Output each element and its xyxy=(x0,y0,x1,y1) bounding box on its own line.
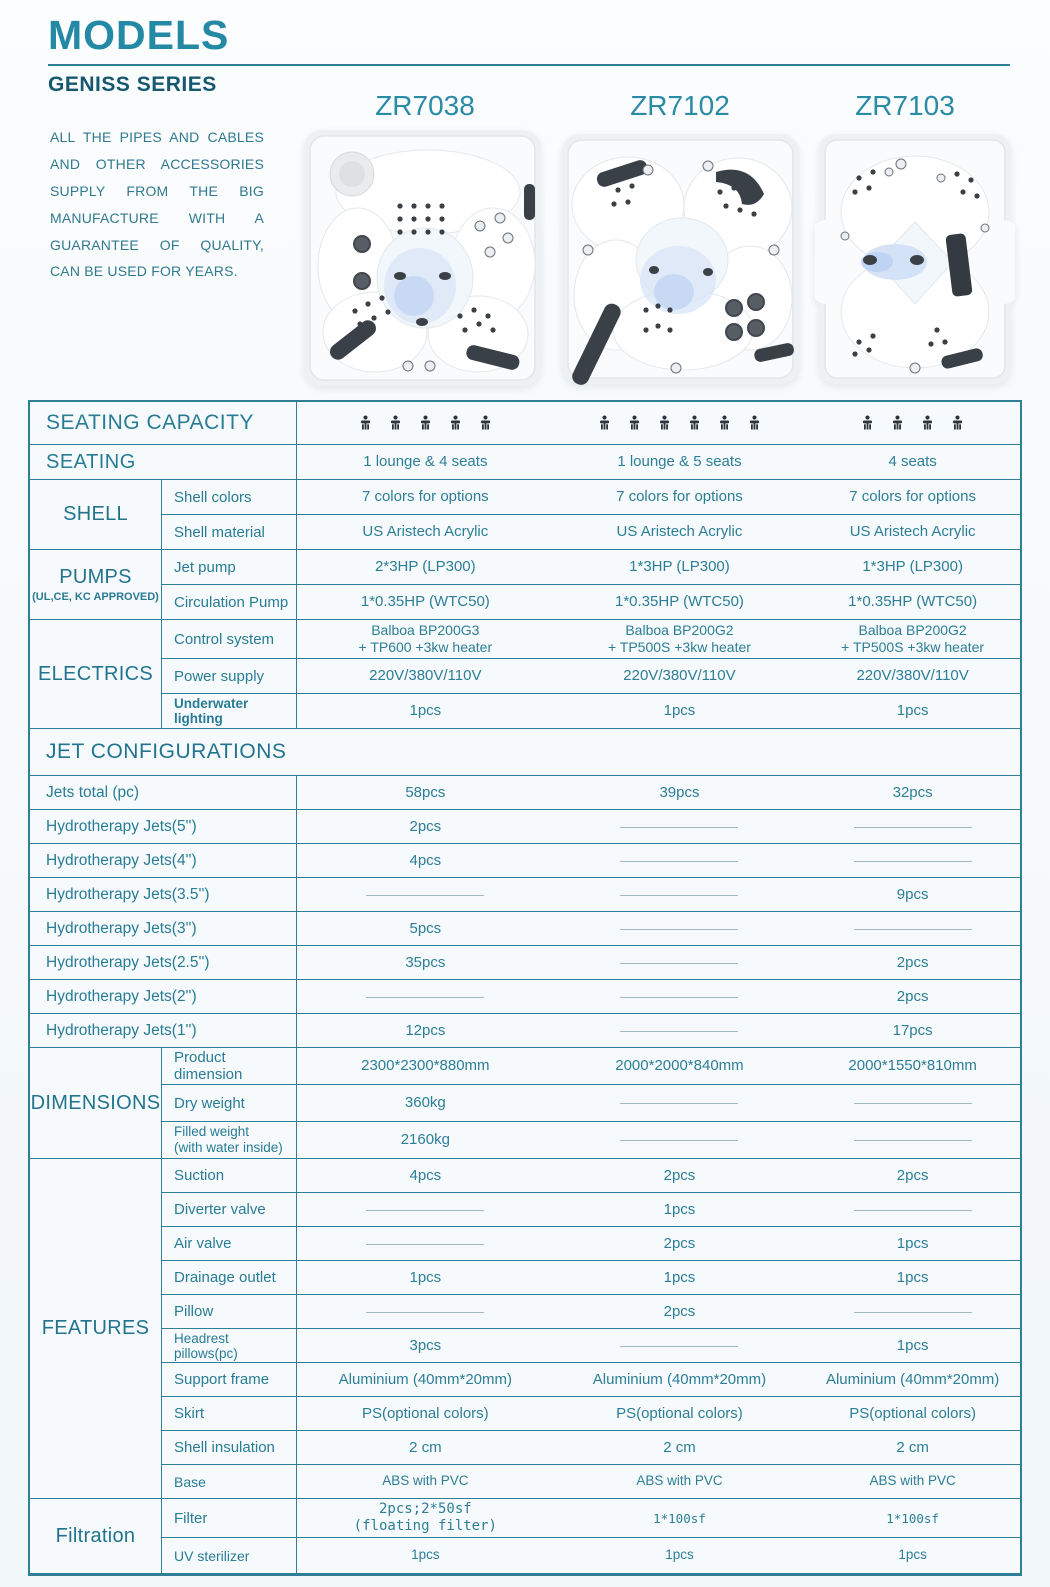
cell-value xyxy=(805,1122,1020,1158)
table-section-jet-configurations xyxy=(30,728,1020,775)
cell-value: 7 colors for options xyxy=(849,488,976,505)
empty-dash xyxy=(620,962,738,964)
cell-value: 1pcs xyxy=(898,1547,927,1563)
empty-dash xyxy=(366,1209,484,1211)
table-row xyxy=(162,1048,1020,1084)
cell-value: 1pcs xyxy=(409,702,442,719)
spa-image xyxy=(300,126,545,390)
group-title: PUMPS xyxy=(59,566,132,588)
table-section-pumps xyxy=(30,549,1020,619)
row-label: Filter xyxy=(162,1499,297,1537)
model-values xyxy=(297,402,1020,444)
row-label: Control system xyxy=(162,620,297,658)
empty-dash xyxy=(620,1345,738,1347)
value-line: Balboa BP200G3 xyxy=(371,622,480,639)
table-row xyxy=(162,584,1020,619)
cell-value: 17pcs xyxy=(892,1021,933,1039)
cell-value: ABS with PVC xyxy=(869,1473,956,1489)
cell-value: 2160kg xyxy=(400,1131,450,1148)
cell-value: 2pcs xyxy=(663,1234,696,1252)
table-section-hydrotherapy-jets-4- xyxy=(30,843,1020,877)
group-title: SHELL xyxy=(63,503,128,525)
cell-value: 220V/380V/110V xyxy=(623,667,736,684)
model-values xyxy=(297,1329,1020,1362)
model-values xyxy=(297,878,1020,911)
model-values xyxy=(297,1159,1020,1192)
label-line: (with water inside) xyxy=(174,1140,283,1155)
title-rule xyxy=(48,64,1010,66)
cell-value: 1pcs xyxy=(665,1547,694,1563)
row-label: Shell colors xyxy=(162,480,297,514)
cell-value: 1 lounge & 4 seats xyxy=(363,453,488,470)
table-section-hydrotherapy-jets-2- xyxy=(30,979,1020,1013)
spa-image xyxy=(815,130,1015,388)
cell-value: 1pcs xyxy=(896,1234,929,1252)
empty-dash xyxy=(854,928,972,930)
group-subtitle: (UL,CE, KC APPROVED) xyxy=(32,591,159,603)
empty-dash xyxy=(620,1139,738,1141)
cell-value xyxy=(554,1085,806,1121)
group-label-filtration xyxy=(30,1499,162,1573)
table-section-hydrotherapy-jets-5- xyxy=(30,809,1020,843)
table-section-jets-total-pc- xyxy=(30,775,1020,809)
group-rows xyxy=(162,1159,1020,1498)
group-rows xyxy=(162,480,1020,549)
cell-value xyxy=(554,878,806,911)
group-label-features xyxy=(30,1159,162,1498)
seat-icons xyxy=(359,415,492,431)
cell-value xyxy=(554,980,806,1013)
person-icon xyxy=(718,415,731,431)
table-row xyxy=(162,480,1020,514)
row-label xyxy=(162,1122,297,1158)
cell-value xyxy=(297,980,554,1013)
model-values xyxy=(297,480,1020,514)
value-line: (floating filter) xyxy=(353,1518,497,1534)
spa-top-view-zr7102 xyxy=(558,130,803,388)
cell-value: 2000*1550*810mm xyxy=(848,1057,977,1074)
seat-icons xyxy=(861,415,964,431)
cell-value: 2*3HP (LP300) xyxy=(375,558,476,575)
spa-top-view-zr7038 xyxy=(300,126,545,390)
label-line: Filled weight xyxy=(174,1124,250,1140)
person-icon xyxy=(748,415,761,431)
table-row xyxy=(162,1294,1020,1328)
empty-dash xyxy=(366,1243,484,1245)
table-row xyxy=(162,693,1020,728)
cell-value: 1pcs xyxy=(663,1268,696,1286)
cell-value: PS(optional colors) xyxy=(616,1404,743,1422)
empty-dash xyxy=(620,928,738,930)
cell-value xyxy=(805,1295,1020,1328)
cell-value: PS(optional colors) xyxy=(849,1404,976,1422)
model-name-zr7103: ZR7103 xyxy=(855,90,955,121)
cell-value: 5pcs xyxy=(409,919,442,937)
table-row xyxy=(162,658,1020,693)
model-values xyxy=(297,694,1020,728)
model-name-zr7102: ZR7102 xyxy=(630,90,730,121)
table-row xyxy=(162,1430,1020,1464)
intro-paragraph: ALL THE PIPES AND CABLES AND OTHER ACCESSORIES SUPPLY FROM THE BIG MANUFACTURE WITH A GUARANTEE OF QUALITY, CAN BE USED FOR YEARS. xyxy=(50,129,264,280)
model-values xyxy=(297,1227,1020,1260)
person-icon xyxy=(419,415,432,431)
cell-value xyxy=(805,810,1020,843)
cell-value: 7 colors for options xyxy=(361,488,489,505)
table-row xyxy=(162,1499,1020,1537)
row-label: Support frame xyxy=(162,1363,297,1396)
group-label-dimensions xyxy=(30,1048,162,1158)
cell-value: 1*3HP (LP300) xyxy=(862,558,963,575)
cell-value: Aluminium (40mm*20mm) xyxy=(338,1370,513,1388)
cell-value xyxy=(554,912,806,945)
empty-dash xyxy=(366,894,484,896)
cell-value xyxy=(297,1499,554,1537)
cell-value: ABS with PVC xyxy=(382,1473,469,1489)
empty-dash xyxy=(854,1139,972,1141)
cell-value: 7 colors for options xyxy=(616,488,743,505)
cell-value: 2300*2300*880mm xyxy=(361,1057,490,1074)
cell-value: ABS with PVC xyxy=(636,1473,723,1489)
row-label: Shell material xyxy=(162,515,297,549)
cell-value: 1pcs xyxy=(663,702,696,719)
table-row xyxy=(162,550,1020,584)
seat-icons xyxy=(598,415,761,431)
table-section-seating-capacity xyxy=(30,402,1020,444)
cell-value xyxy=(554,1329,806,1362)
cell-value: 2000*2000*840mm xyxy=(615,1057,744,1074)
cell-value: 4 seats xyxy=(888,453,937,470)
row-label: SEATING xyxy=(30,445,297,479)
cell-value xyxy=(297,1295,554,1328)
table-row xyxy=(162,1159,1020,1192)
person-icon xyxy=(921,415,934,431)
model-values xyxy=(297,445,1020,479)
table-section-features xyxy=(30,1158,1020,1498)
spec-table xyxy=(28,400,1022,1576)
row-label: Diverter valve xyxy=(162,1193,297,1226)
model-values xyxy=(297,1048,1020,1084)
model-values xyxy=(297,550,1020,584)
value-line: + TP500S +3kw heater xyxy=(607,639,751,655)
cell-value xyxy=(805,912,1020,945)
row-label: Suction xyxy=(162,1159,297,1192)
model-name-zr7038: ZR7038 xyxy=(375,90,475,121)
cell-value: 35pcs xyxy=(405,953,446,971)
cell-value xyxy=(805,1085,1020,1121)
row-label: Hydrotherapy Jets(2.5'') xyxy=(30,946,297,979)
row-label: Air valve xyxy=(162,1227,297,1260)
table-section-electrics xyxy=(30,619,1020,728)
model-values xyxy=(297,844,1020,877)
model-values xyxy=(297,659,1020,693)
cell-value: 39pcs xyxy=(659,783,700,801)
empty-dash xyxy=(854,1311,972,1313)
spa-top-view-zr7103 xyxy=(815,130,1015,388)
cell-value xyxy=(554,1014,806,1047)
series-subtitle: GENISS SERIES xyxy=(48,73,217,96)
group-title: DIMENSIONS xyxy=(30,1091,161,1114)
cell-value: 1*0.35HP (WTC50) xyxy=(360,593,490,610)
cell-value: 3pcs xyxy=(409,1336,442,1354)
value-line: 2pcs;2*50sf xyxy=(378,1501,472,1518)
empty-dash xyxy=(854,826,972,828)
cell-value: 1*0.35HP (WTC50) xyxy=(848,593,978,610)
row-label: Hydrotherapy Jets(2'') xyxy=(30,980,297,1013)
person-icon xyxy=(951,415,964,431)
empty-dash xyxy=(620,996,738,998)
group-title: Filtration xyxy=(55,1524,136,1547)
cell-value: 360kg xyxy=(404,1094,446,1111)
person-icon xyxy=(688,415,701,431)
empty-dash xyxy=(620,860,738,862)
table-row xyxy=(162,1537,1020,1573)
table-row xyxy=(162,620,1020,658)
model-values xyxy=(297,946,1020,979)
cell-value: 4pcs xyxy=(409,851,442,869)
cell-value: US Aristech Acrylic xyxy=(362,523,489,540)
empty-dash xyxy=(854,1102,972,1104)
table-row xyxy=(162,1362,1020,1396)
cell-value: 1*3HP (LP300) xyxy=(629,558,730,575)
cell-value xyxy=(297,402,554,444)
row-label: Power supply xyxy=(162,659,297,693)
group-rows xyxy=(162,550,1020,619)
group-label-pumps xyxy=(30,550,162,619)
row-label: UV sterilizer xyxy=(162,1538,297,1573)
cell-value xyxy=(297,620,554,658)
cell-value xyxy=(805,402,1020,444)
row-label: Jet pump xyxy=(162,550,297,584)
row-label: Shell insulation xyxy=(162,1431,297,1464)
cell-value xyxy=(805,1193,1020,1226)
value-line: + TP600 +3kw heater xyxy=(358,639,493,655)
person-icon xyxy=(389,415,402,431)
row-label: Base xyxy=(162,1465,297,1498)
cell-value: 1pcs xyxy=(411,1547,440,1563)
model-values xyxy=(297,1085,1020,1121)
cell-value: 220V/380V/110V xyxy=(369,667,482,684)
cell-value: 2pcs xyxy=(896,1166,929,1184)
cell-value: 2pcs xyxy=(896,953,929,971)
empty-dash xyxy=(620,1102,738,1104)
person-icon xyxy=(658,415,671,431)
empty-dash xyxy=(620,826,738,828)
table-row xyxy=(162,1328,1020,1362)
cell-value: 58pcs xyxy=(405,783,446,801)
empty-dash xyxy=(366,996,484,998)
cell-value: 1*100sf xyxy=(653,1510,706,1526)
row-label: Dry weight xyxy=(162,1085,297,1121)
empty-dash xyxy=(854,860,972,862)
cell-value: 1*100sf xyxy=(886,1510,939,1526)
cell-value xyxy=(554,946,806,979)
cell-value: 9pcs xyxy=(896,885,929,903)
cell-value xyxy=(554,810,806,843)
table-section-shell xyxy=(30,479,1020,549)
cell-value: 2 cm xyxy=(896,1438,929,1456)
person-icon xyxy=(891,415,904,431)
model-values xyxy=(297,585,1020,619)
cell-value: 2 cm xyxy=(663,1438,696,1456)
group-rows xyxy=(162,1499,1020,1573)
table-section-hydrotherapy-jets-2-5- xyxy=(30,945,1020,979)
row-label: Pillow xyxy=(162,1295,297,1328)
cell-value: Aluminium (40mm*20mm) xyxy=(592,1370,767,1388)
model-values xyxy=(297,1431,1020,1464)
table-row xyxy=(162,1396,1020,1430)
cell-value: 2pcs xyxy=(896,987,929,1005)
row-label: Hydrotherapy Jets(4'') xyxy=(30,844,297,877)
empty-dash xyxy=(854,1209,972,1211)
row-label: Headrest pillows(pc) xyxy=(162,1329,297,1362)
table-section-hydrotherapy-jets-3- xyxy=(30,911,1020,945)
page-title: MODELS xyxy=(48,12,230,58)
cell-value: 1 lounge & 5 seats xyxy=(617,453,742,470)
model-values xyxy=(297,1363,1020,1396)
group-label-shell xyxy=(30,480,162,549)
model-values xyxy=(297,515,1020,549)
cell-value: 2 cm xyxy=(409,1438,442,1456)
model-values xyxy=(297,1014,1020,1047)
cell-value: 1pcs xyxy=(896,1336,929,1354)
row-label: Skirt xyxy=(162,1397,297,1430)
cell-value: US Aristech Acrylic xyxy=(849,523,976,540)
table-row xyxy=(162,1084,1020,1121)
cell-value: 220V/380V/110V xyxy=(856,667,969,684)
table-row xyxy=(162,1192,1020,1226)
cell-value xyxy=(554,844,806,877)
table-row xyxy=(162,1260,1020,1294)
cell-value: 1pcs xyxy=(896,1268,929,1286)
table-row xyxy=(162,1464,1020,1498)
cell-value: 1pcs xyxy=(409,1268,442,1286)
model-values xyxy=(297,620,1020,658)
cell-value: 2pcs xyxy=(663,1166,696,1184)
empty-dash xyxy=(366,1311,484,1313)
model-values xyxy=(297,1538,1020,1573)
cell-value: 32pcs xyxy=(892,783,933,801)
cell-value: US Aristech Acrylic xyxy=(616,523,743,540)
group-label-electrics xyxy=(30,620,162,728)
cell-value xyxy=(805,620,1020,658)
cell-value: 4pcs xyxy=(409,1166,442,1184)
row-label: Hydrotherapy Jets(1'') xyxy=(30,1014,297,1047)
row-label: Hydrotherapy Jets(3'') xyxy=(30,912,297,945)
cell-value xyxy=(554,620,806,658)
model-values xyxy=(297,1122,1020,1158)
cell-value xyxy=(805,844,1020,877)
table-row xyxy=(162,1226,1020,1260)
cell-value: 2pcs xyxy=(663,1302,696,1320)
table-section-hydrotherapy-jets-1- xyxy=(30,1013,1020,1047)
cell-value: 1pcs xyxy=(896,702,929,719)
table-row xyxy=(162,514,1020,549)
table-section-dimensions xyxy=(30,1047,1020,1158)
row-label: Hydrotherapy Jets(3.5'') xyxy=(30,878,297,911)
cell-value xyxy=(554,1122,806,1158)
model-values xyxy=(297,776,1020,809)
cell-value: PS(optional colors) xyxy=(361,1404,489,1422)
model-values xyxy=(297,1465,1020,1498)
model-values xyxy=(297,980,1020,1013)
row-label: SEATING CAPACITY xyxy=(30,402,297,444)
person-icon xyxy=(861,415,874,431)
group-rows xyxy=(162,1048,1020,1158)
person-icon xyxy=(628,415,641,431)
group-title: FEATURES xyxy=(41,1317,150,1339)
section-heading: JET CONFIGURATIONS xyxy=(46,740,287,763)
value-line: Balboa BP200G2 xyxy=(858,622,967,639)
table-section-hydrotherapy-jets-3-5- xyxy=(30,877,1020,911)
person-icon xyxy=(479,415,492,431)
cell-value xyxy=(554,402,806,444)
cell-value xyxy=(297,1193,554,1226)
cell-value: 1pcs xyxy=(663,1200,696,1218)
row-label: Drainage outlet xyxy=(162,1261,297,1294)
model-values xyxy=(297,1261,1020,1294)
value-line: Balboa BP200G2 xyxy=(625,622,734,639)
model-values xyxy=(297,1193,1020,1226)
cell-value: 1*0.35HP (WTC50) xyxy=(614,593,744,610)
table-section-seating xyxy=(30,444,1020,479)
model-values xyxy=(297,1397,1020,1430)
row-label: Product dimension xyxy=(162,1048,297,1084)
row-label: Circulation Pump xyxy=(162,585,297,619)
model-values xyxy=(297,1295,1020,1328)
spa-image xyxy=(558,130,803,388)
cell-value xyxy=(297,878,554,911)
cell-value: 2pcs xyxy=(409,817,442,835)
value-line: + TP500S +3kw heater xyxy=(841,639,985,655)
empty-dash xyxy=(620,1030,738,1032)
row-label: Hydrotherapy Jets(5'') xyxy=(30,810,297,843)
model-values xyxy=(297,810,1020,843)
table-row xyxy=(162,1121,1020,1158)
empty-dash xyxy=(620,894,738,896)
row-label: Jets total (pc) xyxy=(30,776,297,809)
person-icon xyxy=(598,415,611,431)
person-icon xyxy=(359,415,372,431)
cell-value: Aluminium (40mm*20mm) xyxy=(825,1370,1000,1388)
cell-value: 12pcs xyxy=(405,1021,446,1039)
group-title: ELECTRICS xyxy=(38,662,153,685)
group-rows xyxy=(162,620,1020,728)
model-values xyxy=(297,1499,1020,1537)
cell-value xyxy=(297,1227,554,1260)
table-section-filtration xyxy=(30,1498,1020,1573)
row-label: Underwater lighting xyxy=(162,694,297,728)
model-values xyxy=(297,912,1020,945)
person-icon xyxy=(449,415,462,431)
